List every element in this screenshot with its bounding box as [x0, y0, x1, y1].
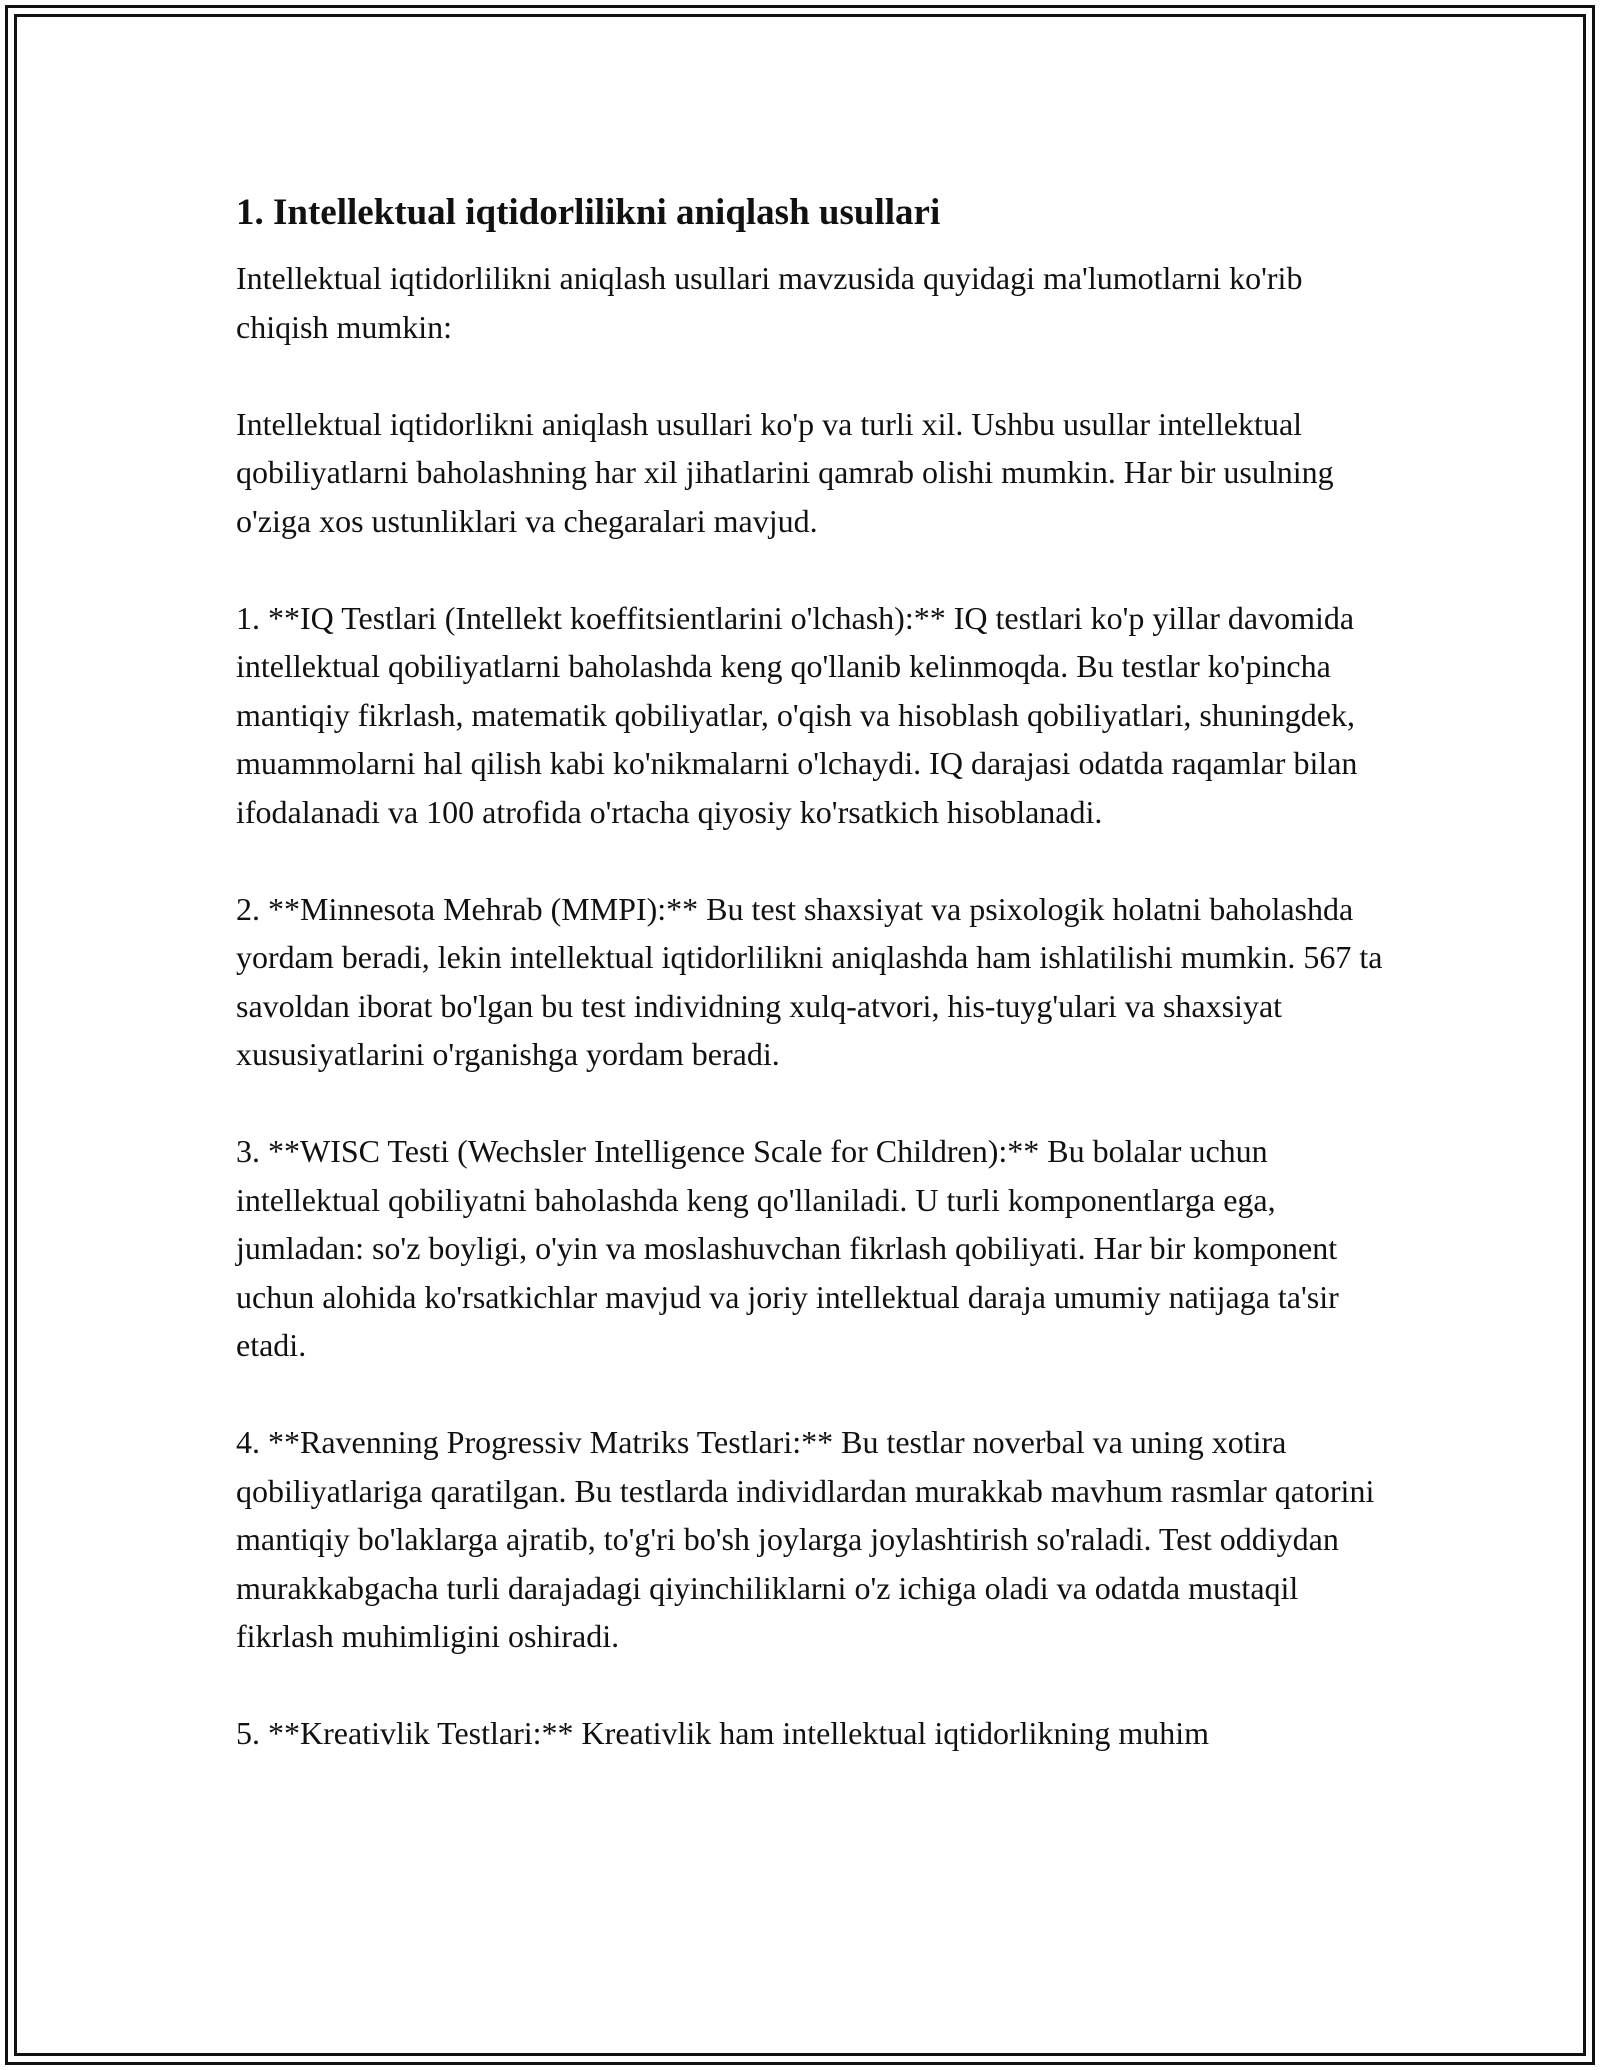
paragraph-intro: Intellektual iqtidorlilikni aniqlash usullari mavzusida quyidagi ma'lumotlarni ko'rib chiqish mumkin:	[236, 260, 1303, 345]
paragraph-raven: 4. **Ravenning Progressiv Matriks Testlari:** Bu testlar noverbal va uning xotira qobiliyatlariga qaratilgan. Bu testlarda individlardan murakkab mavhum rasmlar qatorini mantiqiy bo'laklarga ajratib, to'g'ri bo'sh joylarga joylashtirish so'raladi. Test oddiydan murakkabgacha turli darajadagi qiyinchiliklarni o'z ichiga oladi va odatda mustaqil fikrlash muhimligini oshiradi.	[236, 1424, 1375, 1654]
paragraph-wisc: 3. **WISC Testi (Wechsler Intelligence Scale for Children):** Bu bolalar uchun intellektual qobiliyatni baholashda keng qo'llaniladi. U turli komponentlarga ega, jumladan: so'z boyligi, o'yin va moslashuvchan fikrlash qobiliyati. Har bir komponent uchun alohida ko'rsatkichlar mavjud va joriy intellektual daraja umumiy natijaga ta'sir etadi.	[236, 1133, 1339, 1363]
paragraph-iq-tests: 1. **IQ Testlari (Intellekt koeffitsientlarini o'lchash):** IQ testlari ko'p yillar davomida intellektual qobiliyatlarni baholashda keng qo'llanib kelinmoqda. Bu testlar ko'pincha mantiqiy fikrlash, matematik qobiliyatlar, o'qish va hisoblash qobiliyatlari, shuningdek, muammolarni hal qilish kabi ko'nikmalarni o'lchaydi. IQ darajasi odatda raqamlar bilan ifodalanadi va 100 atrofida o'rtacha qiyosiy ko'rsatkich hisoblanadi.	[236, 599, 1358, 830]
paragraph-overview: Intellektual iqtidorlikni aniqlash usullari ko'p va turli xil. Ushbu usullar intellektual qobiliyatlarni baholashning har xil jihatlarini qamrab olishi mumkin. Har bir usulning o'ziga xos ustunliklari va chegaralari mavjud.	[236, 405, 1334, 539]
paragraph-creativity: 5. **Kreativlik Testlari:** Kreativlik ham intellektual iqtidorlikning muhim	[236, 1715, 1209, 1751]
paragraph-mmpi: 2. **Minnesota Mehrab (MMPI):** Bu test shaxsiyat va psixologik holatni baholashda yordam beradi, lekin intellektual iqtidorlilikni aniqlashda ham ishlatilishi mumkin. 567 ta savoldan iborat bo'lgan bu test individning xulq-atvori, his-tuyg'ulari va shaxsiyat xususiyatlarini o'rganishga yordam beradi.	[236, 890, 1383, 1072]
section-heading: 1. Intellektual iqtidorlilikni aniqlash usullari	[236, 192, 941, 233]
document-body	[236, 188, 1396, 1758]
